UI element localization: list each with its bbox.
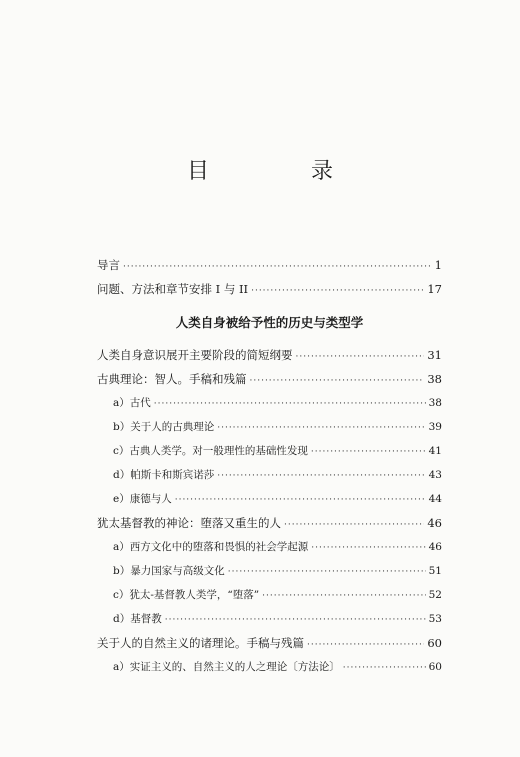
toc-entry-label: e）康德与人: [113, 493, 172, 505]
toc-entry-label: 古典理论：智人。手稿和残篇: [97, 372, 247, 386]
dot-leader: [165, 610, 426, 630]
dot-leader: [311, 538, 425, 558]
toc-entry-page: 17: [427, 282, 442, 296]
toc-entry-page: 51: [428, 565, 442, 577]
section-heading: 人类自身被给予性的历史与类型学: [175, 315, 364, 330]
toc-entry-page: 60: [427, 636, 442, 650]
dot-leader: [217, 466, 425, 486]
toc-entry-label: d）基督教: [113, 613, 162, 625]
dot-leader: [228, 562, 426, 582]
toc-entry-page: 38: [427, 372, 442, 386]
toc-entry-page: 52: [428, 589, 442, 601]
toc-entry-label: a）西方文化中的堕落和畏惧的社会学起源: [113, 541, 309, 553]
dot-leader: [175, 490, 426, 510]
toc-subentry[interactable]: [113, 489, 442, 509]
toc-entry-page: 41: [428, 445, 442, 457]
toc-entry-label: a）古代: [113, 397, 151, 409]
page-title: 目 录: [186, 159, 373, 184]
toc-entry-label: 关于人的自然主义的诸理论。手稿与残篇: [97, 636, 304, 650]
toc-subentry[interactable]: [113, 537, 442, 557]
dot-leader: [311, 442, 426, 462]
toc-subentry[interactable]: [113, 609, 442, 629]
dot-leader: [284, 515, 424, 535]
toc-subentry[interactable]: [113, 441, 442, 461]
toc-entry-label: 犹太基督教的神论：堕落又重生的人: [97, 516, 281, 530]
toc-entry-page: 46: [427, 516, 442, 530]
dot-leader: [217, 418, 425, 438]
toc-subentry[interactable]: [113, 465, 442, 485]
toc-entry[interactable]: [97, 633, 442, 653]
toc-entry[interactable]: [97, 255, 442, 275]
toc-entry-page: 43: [428, 469, 442, 481]
dot-leader: [154, 394, 426, 414]
toc-entry-label: b）暴力国家与高级文化: [113, 565, 225, 577]
dot-leader: [250, 371, 425, 391]
toc-entry-label: 问题、方法和章节安排 I 与 II: [97, 282, 249, 296]
toc-entry-page: 31: [427, 348, 442, 362]
toc-entry[interactable]: [97, 513, 442, 533]
toc-entry-label: 导言: [97, 258, 120, 272]
toc-entry-page: 1: [434, 258, 442, 272]
toc-entry-label: c）古典人类学。对一般理性的基础性发现: [113, 445, 308, 457]
toc-subentry[interactable]: [113, 417, 442, 437]
toc-entry-label: 人类自身意识展开主要阶段的简短纲要: [97, 348, 293, 362]
toc-entry-page: 60: [428, 661, 442, 673]
toc-entry[interactable]: [97, 279, 442, 299]
dot-leader: [251, 281, 424, 301]
dot-leader: [343, 658, 426, 678]
toc-entry-label: a）实证主义的、自然主义的人之理论〔方法论〕: [113, 661, 340, 673]
toc-subentry[interactable]: [113, 657, 442, 677]
toc-subentry[interactable]: [113, 393, 442, 413]
dot-leader: [296, 347, 425, 367]
toc-entry-label: d）帕斯卡和斯宾诺莎: [113, 469, 215, 481]
toc-entry-page: 44: [428, 493, 442, 505]
toc-subentry[interactable]: [113, 585, 442, 605]
toc-entry-page: 39: [428, 421, 442, 433]
dot-leader: [307, 635, 424, 655]
toc-entry-label: b）关于人的古典理论: [113, 421, 215, 433]
toc-subentry[interactable]: [113, 561, 442, 581]
dot-leader: [262, 586, 425, 606]
dot-leader: [123, 257, 432, 277]
toc-entry[interactable]: [97, 345, 442, 365]
toc-entry-page: 38: [428, 397, 442, 409]
toc-entry[interactable]: [97, 369, 442, 389]
toc-entry-label: c）犹太-基督教人类学，“堕落”: [113, 589, 260, 601]
toc-entry-page: 53: [428, 613, 442, 625]
toc-entry-page: 46: [428, 541, 442, 553]
